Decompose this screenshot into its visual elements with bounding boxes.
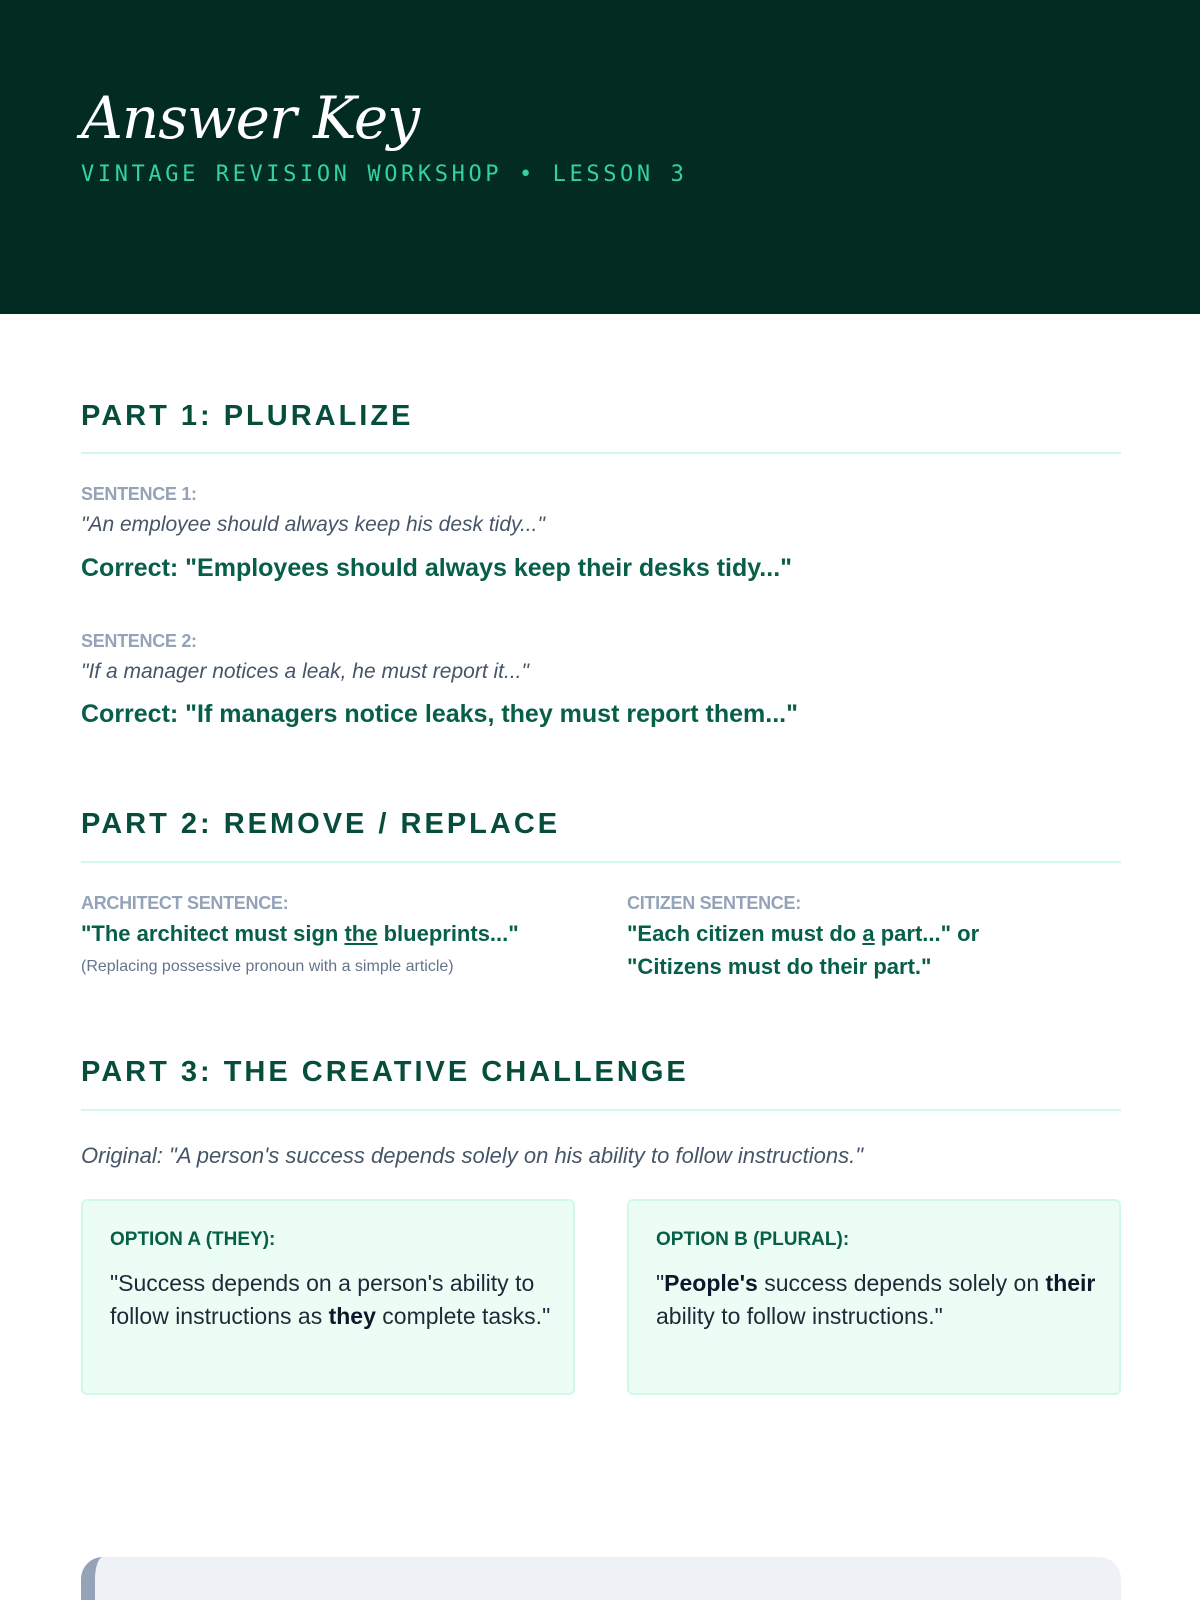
option-b-text (656, 1267, 1101, 1333)
citizen-label: CITIZEN SENTENCE: (627, 893, 801, 913)
footer-note-card (81, 1557, 1121, 1600)
sentence1-original: "An employee should always keep his desk tidy..." (81, 513, 545, 536)
citizen-answer-article: a (862, 921, 875, 946)
option-a-label: OPTION A (THEY): (110, 1229, 276, 1250)
architect-note: (Replacing possessive pronoun with a simple article) (81, 958, 454, 975)
page-title: Answer Key (81, 84, 419, 152)
option-a-text (110, 1267, 555, 1333)
architect-answer-end: blueprints..." (377, 921, 519, 946)
architect-label: ARCHITECT SENTENCE: (81, 893, 289, 913)
citizen-answer-end: part..." or (874, 921, 980, 946)
option-b-text-end: ability to follow instructions." (656, 1303, 943, 1329)
citizen-answer (627, 917, 979, 983)
option-a-text-end: complete tasks." (375, 1303, 551, 1329)
sentence2-original: "If a manager notices a leak, he must report it..." (81, 660, 529, 683)
option-a-text-start: "Success depends on a person's ability to follow instructions as (110, 1270, 535, 1329)
option-b-text-middle: success depends solely on (757, 1270, 1046, 1296)
architect-answer (81, 917, 519, 950)
architect-answer-start: "The architect must sign (81, 921, 345, 946)
header-banner (0, 0, 1200, 314)
sentence1-correct: Correct: "Employees should always keep their desks tidy..." (81, 554, 792, 582)
option-a-card (81, 1199, 575, 1395)
part2-title: PART 2: REMOVE / REPLACE (81, 808, 561, 840)
part3-divider (81, 1109, 1121, 1111)
architect-answer-article: the (344, 921, 378, 946)
sentence2-correct: Correct: "If managers notice leaks, they must report them..." (81, 700, 798, 728)
page-subtitle: VINTAGE REVISION WORKSHOP • LESSON 3 (81, 162, 688, 187)
part1-divider (81, 452, 1121, 454)
citizen-answer-start: "Each citizen must do (627, 921, 863, 946)
option-b-pronoun: their (1045, 1270, 1096, 1296)
citizen-answer-line1 (627, 917, 979, 950)
sentence2-label: SENTENCE 2: (81, 631, 197, 651)
citizen-answer-line2: "Citizens must do their part." (627, 954, 932, 979)
part2-divider (81, 861, 1121, 863)
option-b-card (627, 1199, 1121, 1395)
sentence1-label: SENTENCE 1: (81, 484, 197, 504)
part1-title: PART 1: PLURALIZE (81, 400, 414, 432)
part3-original: Original: "A person's success depends solely on his ability to follow instructions." (81, 1143, 864, 1168)
option-b-noun: People's (664, 1270, 758, 1296)
option-b-label: OPTION B (PLURAL): (656, 1229, 850, 1250)
part3-title: PART 3: THE CREATIVE CHALLENGE (81, 1056, 689, 1088)
option-b-quote: " (656, 1270, 665, 1296)
option-a-pronoun: they (328, 1303, 376, 1329)
